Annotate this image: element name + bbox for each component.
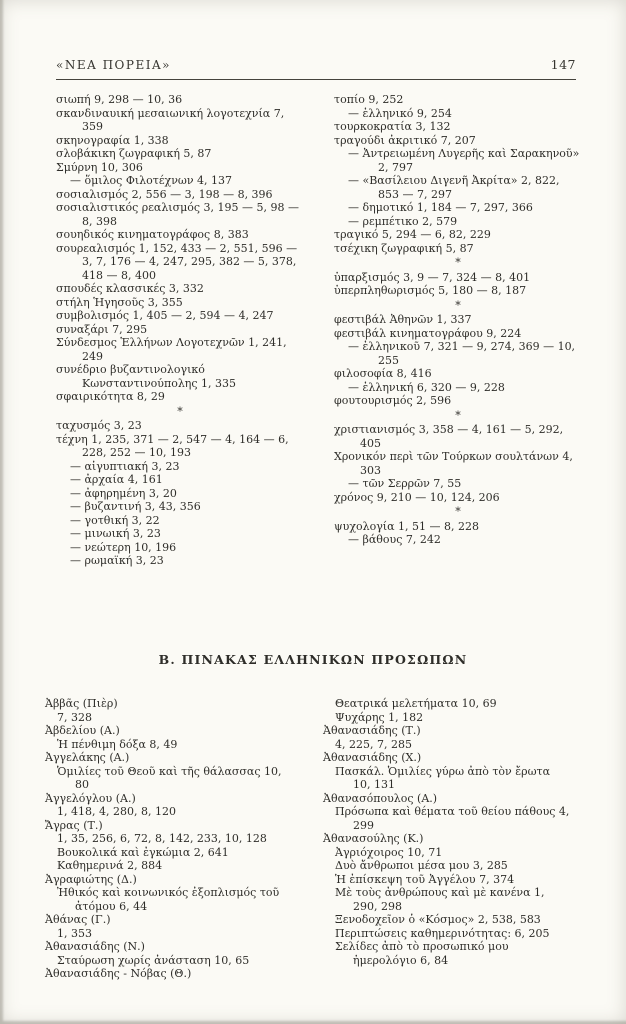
index-entry: χριστιανισμός 3, 358 — 4, 161 — 5, 292, 405 [334,423,564,450]
index-entry: σιωπή 9, 298 — 10, 36 [56,93,183,106]
index-entry: — δημοτικό 1, 184 — 7, 297, 366 [348,201,533,214]
separator-star: * [455,256,461,269]
index-entry: τέχνη 1, 235, 371 — 2, 547 — 4, 164 — 6, 228, 252 — 10, 193 [56,432,289,459]
author-entry: Ἀθανασιάδης (Ν.) [45,940,145,953]
index-entry: τοπίο 9, 252 [334,93,404,106]
index-entry: φεστιβάλ κινηματογράφου 9, 224 [334,326,522,340]
work-entry: Ἡ ἐπίσκεψη τοῦ Ἀγγέλου 7, 374 [335,872,515,886]
index-entry: ὑπερπληθωρισμός 5, 180 — 8, 187 [334,284,527,297]
index-entry: σπουδές κλασσικές 3, 332 [56,282,204,295]
work-entry: Πρόσωπα καὶ θέματα τοῦ θείου πάθους 4, 299 [335,805,570,832]
work-entry: Ἠθικός καὶ κοινωνικός ἐξοπλισμός τοῦ ἀτόμου 6, 44 [57,886,280,913]
work-entry: Σελίδες ἀπὸ τὸ προσωπικό μου ἡμερολόγιο 6, 84 [335,940,509,967]
index-entry: τσέχικη ζωγραφική 5, 87 [334,241,474,255]
journal-title: «ΝΕΑ ΠΟΡΕΙΑ» [56,58,171,72]
section-b-title: Β. ΠΙΝΑΚΑΣ ΕΛΛΗΝΙΚΩΝ ΠΡΟΣΩΠΩΝ [158,652,468,667]
index-entry: φουτουρισμός 2, 596 [334,394,452,407]
index-entry: στήλη Ἡγησοῦς 3, 355 [56,295,183,309]
work-entry: Ξενοδοχεῖον ὁ «Κόσμος» 2, 538, 583 [335,913,541,926]
index-entry: τραγούδι ἀκριτικό 7, 207 [334,133,476,147]
index-entry: σλοβάκικη ζωγραφική 5, 87 [56,147,212,160]
index-entry: σοσιαλιστικός ρεαλισμός 3, 195 — 5, 98 — 8, 398 [56,201,300,228]
index-entry: ταχυσμός 3, 23 [56,419,142,432]
index-column-right [334,93,582,568]
index-entry: — ρωμαϊκή 3, 23 [70,554,164,567]
author-entry: Ἀγγελόγλου (Α.) [45,791,136,805]
index-entry: — τῶν Σερρῶν 7, 55 [348,477,462,490]
author-entry: Ἀθάνας (Γ.) [45,913,111,926]
index-entry: φεστιβάλ Ἀθηνῶν 1, 337 [334,313,472,326]
author-entry: Ἀββᾶς (Πιὲρ) [45,697,118,710]
index-entry: συμβολισμός 1, 405 — 2, 594 — 4, 247 [56,309,274,322]
index-entry: — γοτθική 3, 22 [70,513,160,527]
index-entry: σουρεαλισμός 1, 152, 433 — 2, 551, 596 — 3, 7, 176 — 4, 247, 295, 382 — 5, 378, 418 — 8, 400 [56,241,298,282]
work-entry: Ἀγριόχοιρος 10, 71 [335,845,443,859]
index-entry: — βάθους 7, 242 [348,533,441,546]
author-entry: Ἀθανασόπουλος (Α.) [323,791,438,805]
work-entry: Βουκολικά καὶ ἐγκώμια 2, 641 [57,845,229,859]
index-entry: Χρονικόν περὶ τῶν Τούρκων σουλτάνων 4, 303 [334,450,573,477]
persons-index-section [45,697,582,981]
work-entry: Ἡ πένθιμη δόξα 8, 49 [57,737,178,751]
pages-entry: 1, 418, 4, 280, 8, 120 [57,805,176,818]
work-entry: Μὲ τοὺς ἀνθρώπους καὶ μὲ κανένα 1, 290, 298 [335,886,545,913]
author-entry: Ἀβδελίου (Α.) [45,724,120,737]
separator-star: * [455,408,461,422]
separator-star: * [455,505,461,518]
page-number: 147 [550,57,576,72]
index-entry: τουρκοκρατία 3, 132 [334,120,451,133]
index-entry: — μινωική 3, 23 [70,527,161,540]
index-entry: — ἑλληνική 6, 320 — 9, 228 [348,380,505,394]
index-entry: — ρεμπέτικο 2, 579 [348,214,458,228]
separator-star: * [455,298,461,312]
index-entry: — ἑλληνικό 9, 254 [348,106,452,120]
separator-star: * [177,404,183,418]
work-entry: Ψυχάρης 1, 182 [335,710,424,724]
index-entry: Σμύρνη 10, 306 [56,160,143,174]
index-entry: — ὅμιλος Φιλοτέχνων 4, 137 [70,174,233,187]
index-column-left [56,93,304,568]
index-entry: σουηδικός κινηματογράφος 8, 383 [56,228,249,241]
author-entry: Ἀθανασούλης (Κ.) [323,832,424,845]
author-entry: Ἀθανασιάδης (Τ.) [323,724,421,737]
index-entry: φιλοσοφία 8, 416 [334,367,432,380]
persons-column-right [323,697,571,981]
index-entry: Σύνδεσμος Ἑλλήνων Λογοτεχνῶν 1, 241, 249 [56,336,287,363]
index-entry: — αἰγυπτιακή 3, 23 [70,459,180,473]
header-rule [56,79,576,80]
work-entry: Δυὸ ἄνθρωποι μέσα μου 3, 285 [335,859,508,872]
index-entry: — ἀφηρημένη 3, 20 [70,486,177,500]
work-entry: Ὁμιλίες τοῦ Θεοῦ καὶ τῆς θάλασσας 10, 80 [57,764,282,791]
index-entry: σκανδιναυική μεσαιωνική λογοτεχνία 7, 359 [56,106,285,133]
persons-column-left [45,697,293,981]
pages-entry: 1, 35, 256, 6, 72, 8, 142, 233, 10, 128 [57,832,267,845]
index-section [56,93,582,568]
pages-entry: 1, 353 [57,926,92,940]
index-entry: τραγικό 5, 294 — 6, 82, 229 [334,228,491,241]
index-entry: ψυχολογία 1, 51 — 8, 228 [334,519,479,533]
work-entry: Σταύρωση χωρίς ἀνάσταση 10, 65 [57,953,250,967]
index-entry: — νεώτερη 10, 196 [70,540,177,554]
index-entry: σκηνογραφία 1, 338 [56,133,169,147]
page-header [56,57,576,72]
index-entry: σοσιαλισμός 2, 556 — 3, 198 — 8, 396 [56,187,273,201]
author-entry: Ἀθανασιάδης - Νόβας (Θ.) [45,967,192,980]
author-entry: Ἀθανασιάδης (Χ.) [323,751,422,764]
index-entry: — ἀρχαία 4, 161 [70,473,163,486]
work-entry: Θεατρικά μελετήματα 10, 69 [335,697,497,710]
author-entry: Ἀγγελάκης (Α.) [45,751,130,764]
work-entry: Πασκάλ. Ὁμιλίες γύρω ἀπὸ τὸν ἔρωτα 10, 131 [335,764,551,791]
pages-entry: 4, 225, 7, 285 [335,737,412,751]
index-entry: — «Βασίλειου Διγενῆ Ἀκρίτα» 2, 822, 853 — 7, 297 [348,174,560,201]
index-entry: ὑπαρξισμός 3, 9 — 7, 324 — 8, 401 [334,270,531,284]
work-entry: Καθημερινά 2, 884 [57,859,163,872]
index-entry: χρόνος 9, 210 — 10, 124, 206 [334,490,500,504]
index-entry: συνέδριο βυζαντινολογικό Κωνσταντινούπολης 1, 335 [56,363,237,390]
pages-entry: 7, 328 [57,710,92,724]
index-entry: — βυζαντινή 3, 43, 356 [70,500,201,513]
author-entry: Ἀγραφιώτης (Δ.) [45,872,137,886]
index-entry: σφαιρικότητα 8, 29 [56,390,165,403]
author-entry: Ἄγρας (Τ.) [45,818,103,832]
index-entry: — Ἀντρειωμένη Λυγερῆς καὶ Σαρακηνοῦ» 2, 797 [348,147,580,174]
index-entry: — ἑλληνικοῦ 7, 321 — 9, 274, 369 — 10, 255 [348,340,576,367]
index-entry: συναξάρι 7, 295 [56,322,148,336]
work-entry: Περιπτώσεις καθημερινότητας: 6, 205 [335,926,550,940]
